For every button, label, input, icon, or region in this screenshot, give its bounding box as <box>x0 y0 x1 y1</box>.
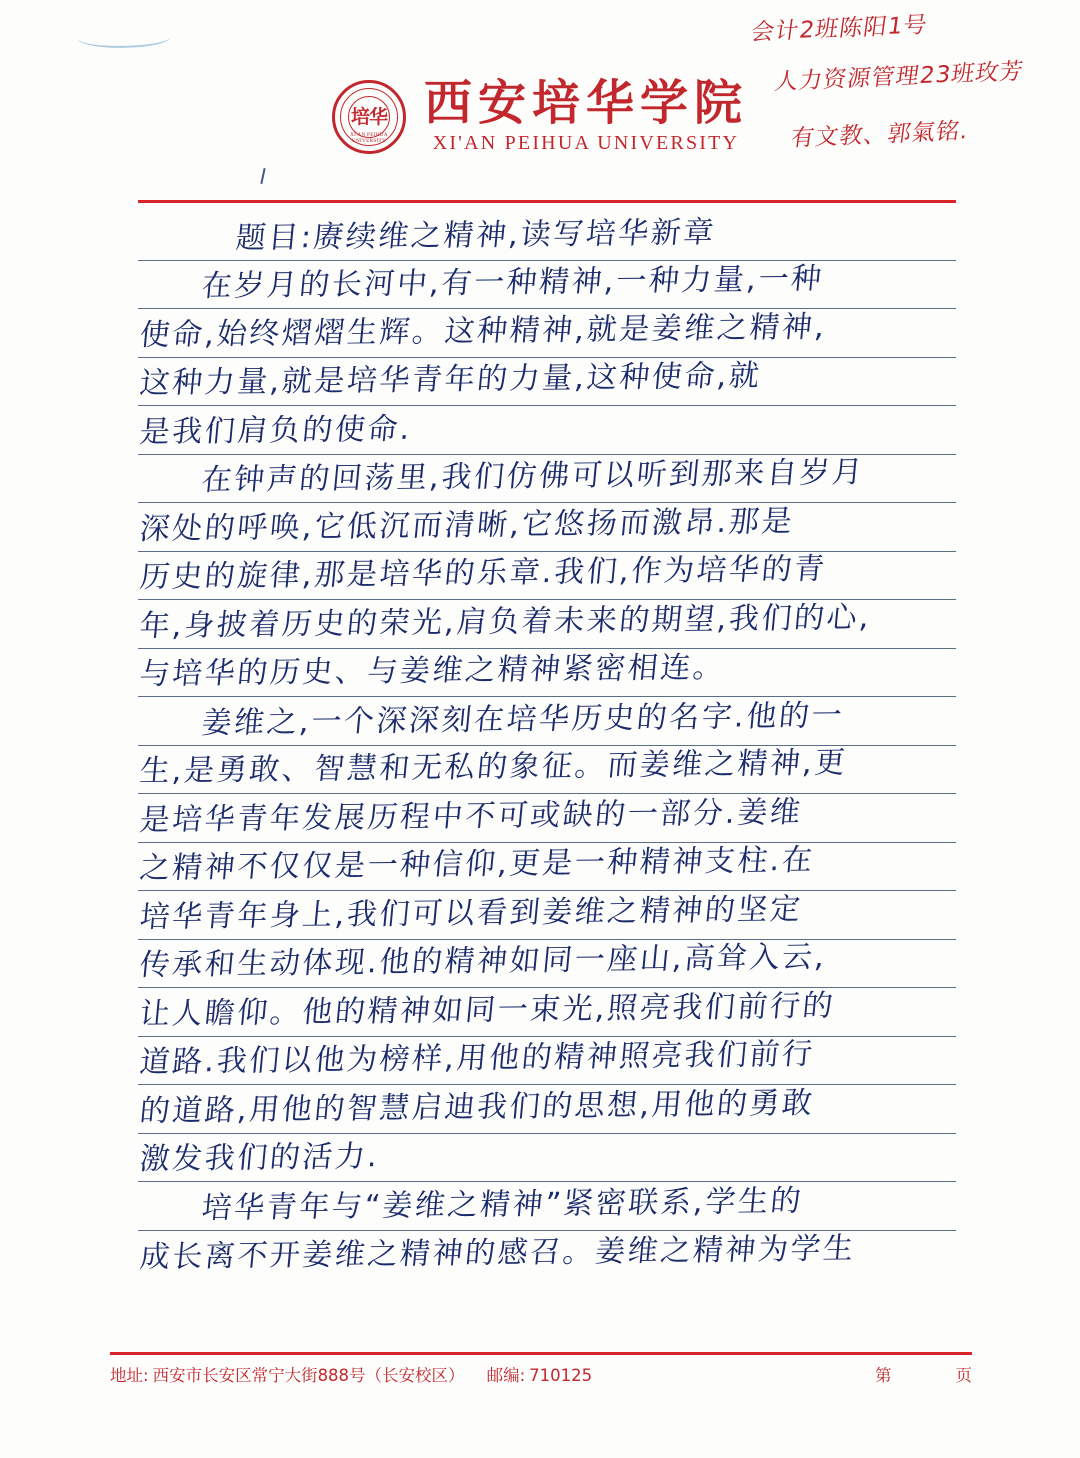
handwritten-text: 成长离不开姜维之精神的感召。姜维之精神为学生 <box>138 1231 858 1276</box>
handwritten-text: 题目:赓续维之精神,读写培华新章 <box>234 214 718 256</box>
ruled-writing-area <box>138 212 956 1279</box>
ruled-line <box>138 746 956 795</box>
ruled-line <box>138 794 956 843</box>
handwritten-text: 之精神不仅仅是一种信仰,更是一种精神支柱.在 <box>138 842 817 887</box>
handwritten-text: 培华青年身上,我们可以看到姜维之精神的坚定 <box>138 891 805 935</box>
university-name-cn: 西安培华学院 <box>423 75 748 131</box>
letterhead-title-block <box>423 75 748 155</box>
handwritten-text: 传承和生动体现.他的精神如同一座山,高耸入云, <box>138 939 829 984</box>
handwritten-text: 姜维之,一个深深刻在培华历史的名字.他的一 <box>200 697 846 741</box>
annotation-line-3: 有文教、郭氣铭. <box>789 118 971 152</box>
ruled-line <box>138 503 956 552</box>
ruled-line <box>138 891 956 940</box>
address-label: 地址: <box>110 1366 149 1385</box>
ruled-line <box>138 1085 956 1134</box>
university-name-en: XI'AN PEIHUA UNIVERSITY <box>432 132 740 155</box>
handwritten-text: 的道路,用他的智慧启迪我们的思想,用他的勇敢 <box>138 1085 817 1129</box>
handwritten-text: 在岁月的长河中,有一种精神,一种力量,一种 <box>200 261 826 305</box>
handwritten-text: 培华青年与“姜维之精神”紧密联系,学生的 <box>200 1183 805 1226</box>
ruled-line <box>138 600 956 649</box>
handwritten-text: 道路.我们以他为榜样,用他的精神照亮我们前行 <box>138 1036 817 1081</box>
ruled-line <box>138 309 956 358</box>
handwritten-text: 是培华青年发展历程中不可或缺的一部分.姜维 <box>138 794 805 838</box>
ruled-line <box>138 1134 956 1183</box>
handwritten-text: 激发我们的活力. <box>138 1139 382 1178</box>
ruled-line <box>138 1037 956 1086</box>
university-seal-icon <box>332 80 406 154</box>
handwritten-text: 让人瞻仰。他的精神如同一束光,照亮我们前行的 <box>138 988 837 1032</box>
page-suffix: 页 <box>955 1366 972 1385</box>
ruled-line <box>138 358 956 407</box>
handwritten-text: 历史的旋律,那是培华的乐章.我们,作为培华的青 <box>138 551 829 596</box>
handwritten-text: 年,身披着历史的荣光,肩负着未来的期望,我们的心, <box>138 599 873 644</box>
seal-glyph-text: 培华 <box>350 105 387 128</box>
handwritten-text: 这种力量,就是培华青年的力量,这种使命,就 <box>138 358 764 402</box>
handwritten-text: 是我们肩负的使命. <box>138 411 414 450</box>
page-footer <box>110 1362 972 1386</box>
zip-label: 邮编: <box>486 1366 526 1385</box>
ruled-line <box>138 843 956 892</box>
stray-pen-mark <box>260 168 265 184</box>
zip-value: 710125 <box>529 1366 593 1385</box>
seal-english-text: XI'AN PEIHUA UNIVERSITY <box>350 131 388 144</box>
handwritten-text: 使命,始终熠熠生辉。这种精神,就是姜维之精神, <box>138 309 829 353</box>
annotation-line-1: 会计2班陈阳1号 <box>749 12 930 46</box>
address-value: 西安市长安区常宁大街888号（长安校区） <box>152 1366 465 1385</box>
ruled-line <box>138 455 956 504</box>
header-divider-rule <box>138 200 956 203</box>
annotation-line-2: 人力资源管理23班玫芳 <box>773 58 1026 96</box>
page-prefix: 第 <box>875 1366 892 1385</box>
handwritten-text: 深处的呼唤,它低沉而清晰,它悠扬而激昂.那是 <box>138 503 796 547</box>
blue-pen-mark <box>78 26 171 51</box>
handwritten-text: 生,是勇敢、智慧和无私的象征。而姜维之精神,更 <box>138 745 849 790</box>
handwritten-text: 与培华的历史、与姜维之精神紧密相连。 <box>138 649 728 693</box>
ruled-line <box>138 212 956 261</box>
handwritten-text: 在钟声的回荡里,我们仿佛可以听到那来自岁月 <box>200 454 867 499</box>
ruled-line <box>138 1231 956 1280</box>
ruled-line <box>138 988 956 1037</box>
footer-divider-rule <box>110 1352 972 1355</box>
ruled-line <box>138 261 956 310</box>
